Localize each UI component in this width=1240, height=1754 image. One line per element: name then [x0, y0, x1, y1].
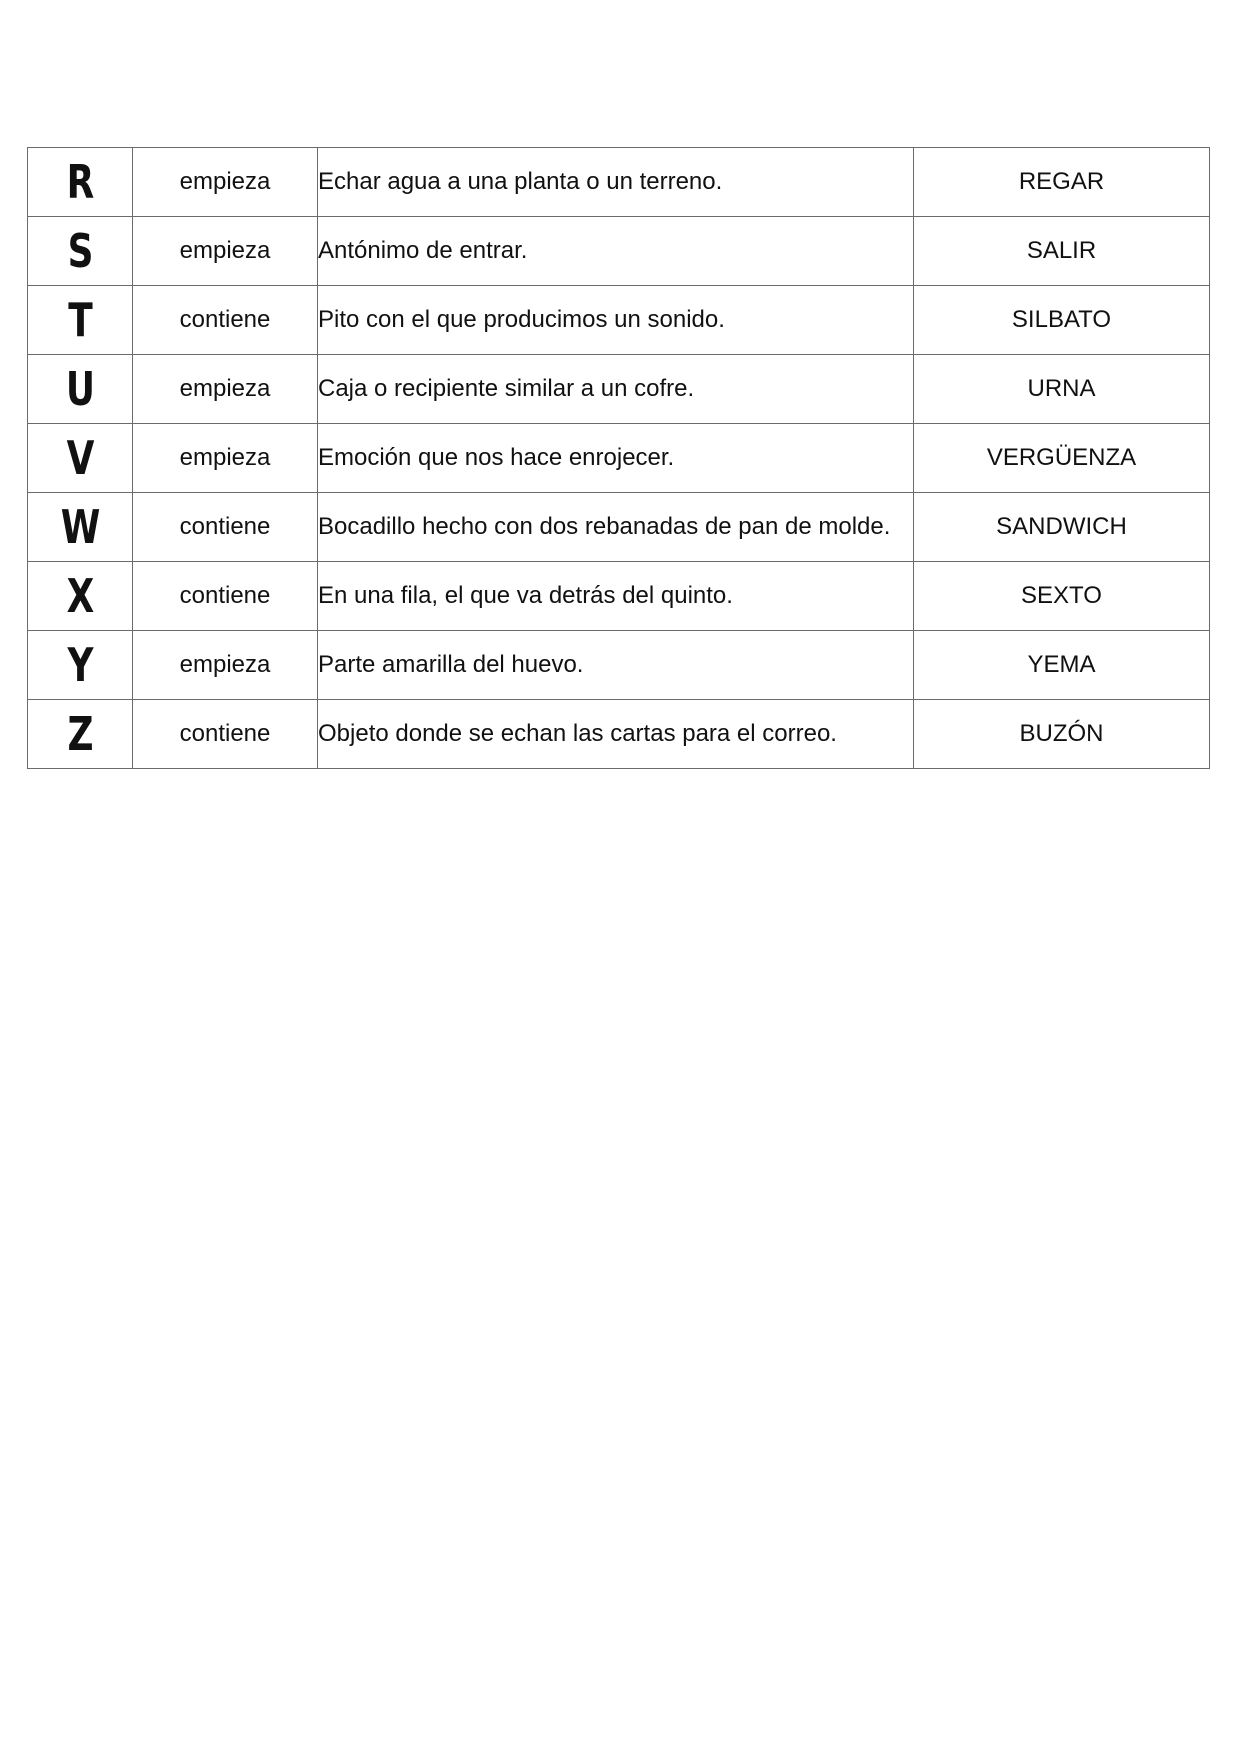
letter-cell: V — [39, 424, 121, 493]
answer-cell: BUZÓN — [914, 700, 1210, 769]
rule-cell: empieza — [133, 148, 318, 217]
answer-cell: SALIR — [914, 217, 1210, 286]
rule-cell: empieza — [133, 217, 318, 286]
answer-cell: YEMA — [914, 631, 1210, 700]
rule-cell: contiene — [133, 286, 318, 355]
rule-cell: empieza — [133, 631, 318, 700]
letter-cell: S — [39, 217, 121, 286]
definition-cell: En una fila, el que va detrás del quinto. — [318, 562, 914, 631]
definition-cell: Emoción que nos hace enrojecer. — [318, 424, 914, 493]
definition-cell: Caja o recipiente similar a un cofre. — [318, 355, 914, 424]
letter-cell: T — [39, 286, 121, 355]
answer-cell: SILBATO — [914, 286, 1210, 355]
table-row — [28, 355, 1210, 424]
definition-cell: Echar agua a una planta o un terreno. — [318, 148, 914, 217]
rule-cell: empieza — [133, 424, 318, 493]
answer-cell: URNA — [914, 355, 1210, 424]
definition-cell: Pito con el que producimos un sonido. — [318, 286, 914, 355]
table-row — [28, 286, 1210, 355]
definition-cell: Bocadillo hecho con dos rebanadas de pan de molde. — [318, 493, 914, 562]
definition-cell: Antónimo de entrar. — [318, 217, 914, 286]
table-row — [28, 217, 1210, 286]
rule-cell: contiene — [133, 493, 318, 562]
answer-cell: VERGÜENZA — [914, 424, 1210, 493]
letter-cell: R — [39, 148, 121, 217]
table-row — [28, 493, 1210, 562]
letter-cell: Y — [39, 631, 121, 700]
table-row — [28, 631, 1210, 700]
table-row — [28, 562, 1210, 631]
letter-cell: U — [39, 355, 121, 424]
answer-cell: SANDWICH — [914, 493, 1210, 562]
table-row — [28, 700, 1210, 769]
word-clue-table — [27, 147, 1210, 769]
answer-cell: SEXTO — [914, 562, 1210, 631]
definition-cell: Objeto donde se echan las cartas para el correo. — [318, 700, 914, 769]
definition-cell: Parte amarilla del huevo. — [318, 631, 914, 700]
rule-cell: empieza — [133, 355, 318, 424]
letter-cell: Z — [39, 700, 121, 769]
answer-cell: REGAR — [914, 148, 1210, 217]
table-row — [28, 424, 1210, 493]
rule-cell: contiene — [133, 562, 318, 631]
table-row — [28, 148, 1210, 217]
letter-cell: W — [39, 493, 121, 562]
rule-cell: contiene — [133, 700, 318, 769]
letter-cell: X — [39, 562, 121, 631]
